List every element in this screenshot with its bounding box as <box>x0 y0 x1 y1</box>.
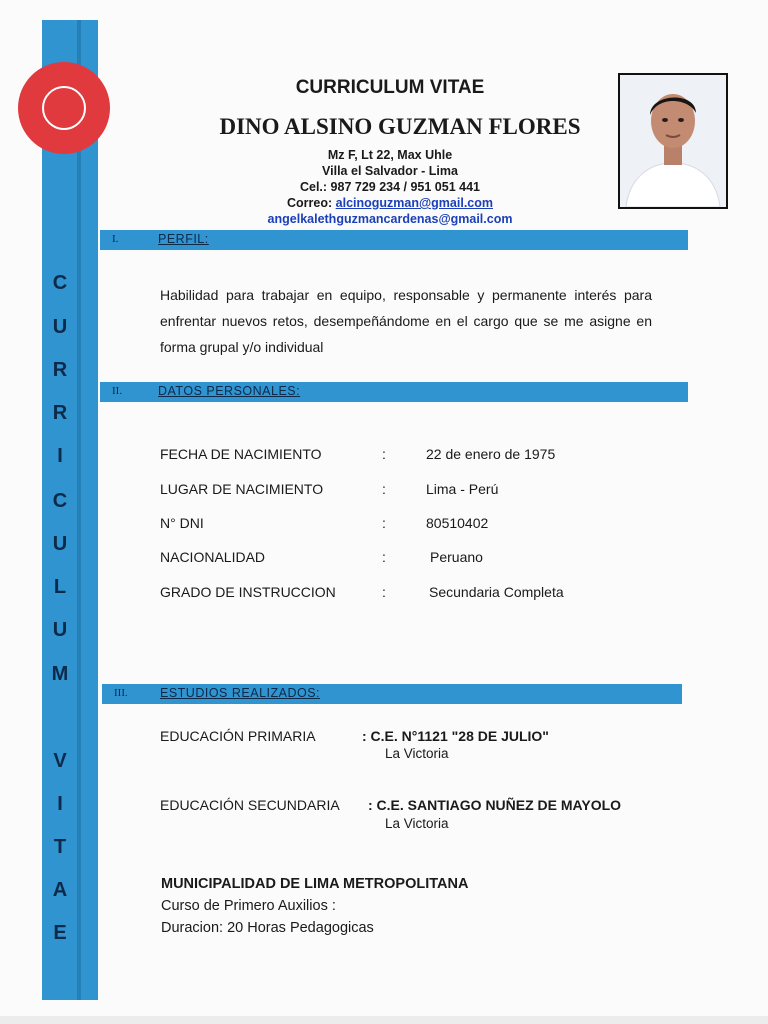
edu-primaria-place: La Victoria <box>385 746 449 761</box>
email-link-secondary[interactable]: angelkalethguzmancardenas@gmail.com <box>267 212 513 226</box>
profile-photo <box>618 73 728 209</box>
edu-secundaria-value: : C.E. SANTIAGO NUÑEZ DE MAYOLO <box>368 797 622 813</box>
red-seal-icon <box>18 62 110 154</box>
side-letter: U <box>52 533 68 555</box>
side-letter: V <box>53 750 67 772</box>
field-separator: : <box>382 549 386 565</box>
side-letter: L <box>53 576 67 598</box>
field-label: LUGAR DE NACIMIENTO <box>160 481 324 497</box>
side-letter: C <box>52 490 68 512</box>
side-letter: T <box>53 836 67 858</box>
field-value: Lima - Perú <box>426 481 499 497</box>
field-value: Peruano <box>430 549 483 565</box>
side-letter: I <box>57 793 63 815</box>
field-separator: : <box>382 481 386 497</box>
side-letter: R <box>52 359 68 381</box>
side-letter: A <box>52 879 68 901</box>
section-bar-perfil <box>100 230 688 250</box>
field-separator: : <box>382 515 386 531</box>
side-letter: I <box>57 445 63 467</box>
field-label: N° DNI <box>160 515 204 531</box>
side-letter: C <box>52 272 68 294</box>
side-letter: E <box>53 922 67 944</box>
perfil-text: Habilidad para trabajar en equipo, responsable y permanente interés para enfrentar nuevos retos, desempeñándome en el cargo que se me asigne en forma grupal y/o individual <box>160 287 652 355</box>
page-title: CURRICULUM VITAE <box>295 77 485 98</box>
field-label: FECHA DE NACIMIENTO <box>160 446 322 462</box>
field-separator: : <box>382 446 386 462</box>
section-number: I. <box>112 233 119 245</box>
seal-ring <box>42 86 86 130</box>
edu-primaria-value: : C.E. N°1121 "28 DE JULIO" <box>362 728 549 744</box>
section-bar-estudios <box>102 684 682 704</box>
course-duration: Duracion: 20 Horas Pedagogicas <box>161 920 374 936</box>
side-band <box>42 20 98 1000</box>
address-line-1: Mz F, Lt 22, Max Uhle <box>327 148 453 162</box>
page-edge <box>0 1016 768 1024</box>
field-label: NACIONALIDAD <box>160 549 266 565</box>
field-value: Secundaria Completa <box>429 584 564 600</box>
course-name: Curso de Primero Auxilios : <box>161 898 336 914</box>
section-title: DATOS PERSONALES: <box>158 384 301 398</box>
person-photo-icon <box>620 75 726 207</box>
email-link-primary[interactable]: alcinoguzman@gmail.com <box>335 196 493 210</box>
phone-line: Cel.: 987 729 234 / 951 051 441 <box>299 180 480 194</box>
field-value: 22 de enero de 1975 <box>426 446 556 462</box>
person-name: DINO ALSINO GUZMAN FLORES <box>219 114 581 139</box>
field-separator: : <box>382 584 386 600</box>
side-letter: R <box>52 402 68 424</box>
field-label: GRADO DE INSTRUCCION <box>160 584 336 600</box>
section-bar-datos <box>100 382 688 402</box>
side-letter: U <box>52 619 68 641</box>
section-number: III. <box>114 687 128 699</box>
email-label: Correo: <box>287 196 333 210</box>
field-value: 80510402 <box>426 515 489 531</box>
edu-secundaria-place: La Victoria <box>385 816 449 831</box>
email-line <box>150 196 630 210</box>
course-institution: MUNICIPALIDAD DE LIMA METROPOLITANA <box>161 876 469 892</box>
side-letter: U <box>52 316 68 338</box>
edu-primaria-label: EDUCACIÓN PRIMARIA <box>160 728 316 744</box>
address-line-2: Villa el Salvador - Lima <box>322 164 458 178</box>
section-title: ESTUDIOS REALIZADOS: <box>160 686 321 700</box>
side-letter: M <box>51 663 69 685</box>
edu-secundaria-label: EDUCACIÓN SECUNDARIA <box>160 797 340 813</box>
section-title: PERFIL: <box>158 232 209 246</box>
section-number: II. <box>112 385 123 397</box>
